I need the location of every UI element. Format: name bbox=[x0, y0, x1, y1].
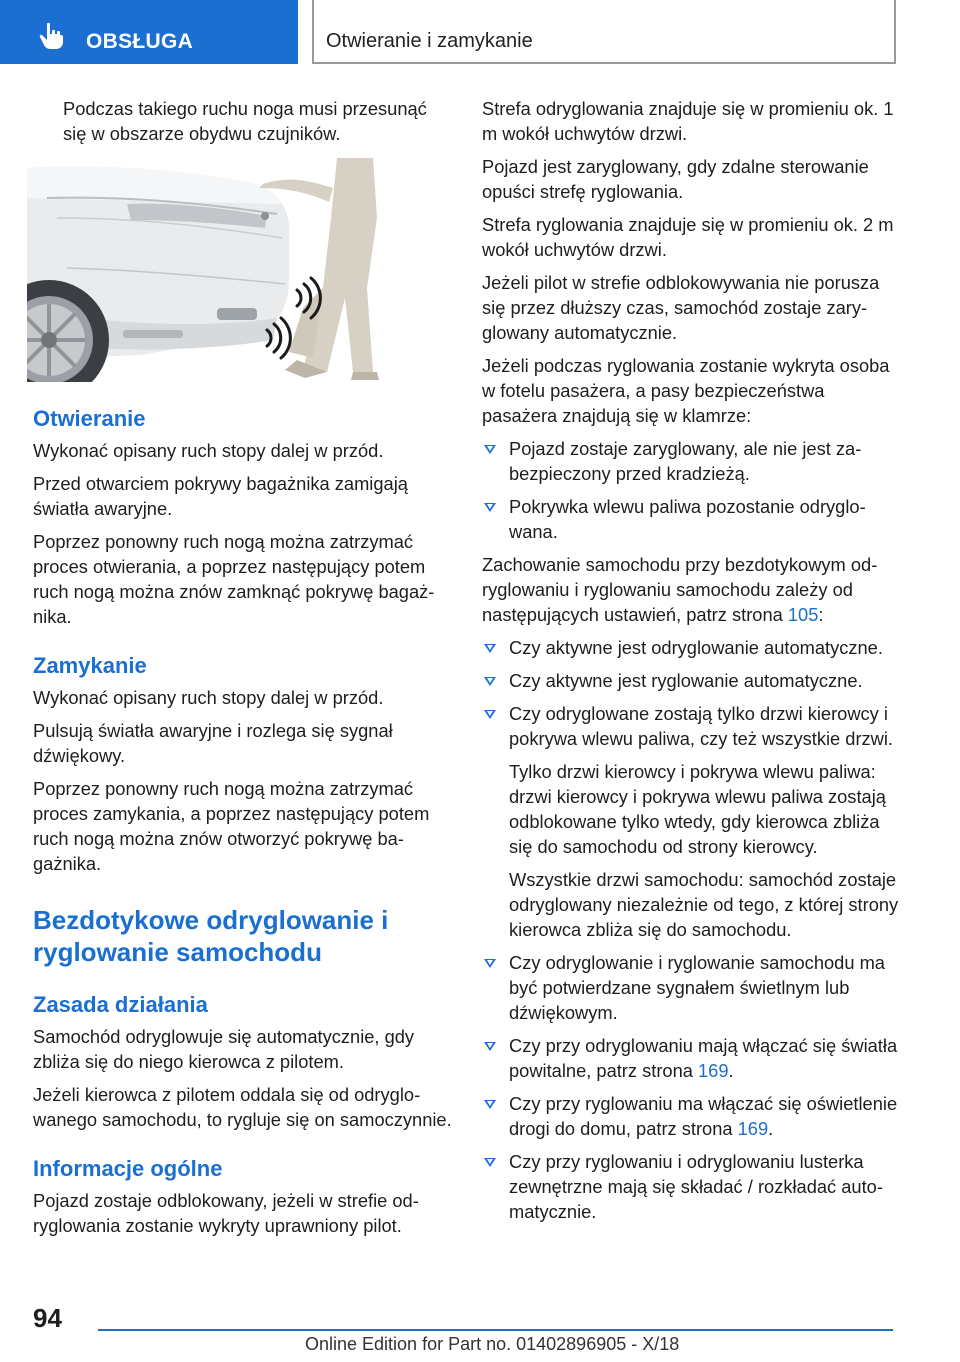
close-paragraph-1: Wykonać opisany ruch stopy dalej w przód. bbox=[33, 687, 384, 708]
bullet-triangle-icon bbox=[484, 1158, 496, 1167]
open-paragraph-3: Poprzez ponowny ruch nogą można zatrzymać proces otwierania, a poprzez następujący potem ruch nogą można znów zamknąć pokrywę bagażnika. bbox=[33, 531, 435, 627]
page-link-169[interactable]: 169 bbox=[698, 1060, 729, 1081]
principle-paragraph-1: Samochód odryglowuje się automatycznie, gdy zbliża się do niego kierowca z pilotem. bbox=[33, 1026, 415, 1072]
heading-informacje-ogolne: Informacje ogólne bbox=[33, 1156, 223, 1181]
open-paragraph-1: Wykonać opisany ruch stopy dalej w przód. bbox=[33, 440, 384, 461]
heading-otwieranie: Otwieranie bbox=[33, 406, 146, 431]
bullet-triangle-icon bbox=[484, 1100, 496, 1109]
close-paragraph-2: Pulsują światła awaryjne i rozlega się sygnał dźwiękowy. bbox=[33, 720, 393, 766]
bullet-triangle-icon bbox=[484, 959, 496, 968]
right-column bbox=[482, 96, 902, 1232]
list-item: Czy przy ryglowaniu i odryglowaniu lusterka zewnętrzne mają się składać / rozkładać automatycznie. bbox=[482, 1149, 902, 1224]
right-paragraph-2: Pojazd jest zaryglowany, gdy zdalne sterowanie opuści strefę ryglowania. bbox=[482, 156, 869, 202]
settings-list bbox=[482, 635, 902, 1224]
list-item: Czy odryglowanie i ryglowanie samochodu ma być potwierdzane sygnałem świetlnym lub dźwiękowym. bbox=[482, 950, 902, 1025]
right-paragraph-5: Jeżeli podczas ryglowania zostanie wykryta osoba w fotelu pasażera, a pasy bezpieczeństwa pasażera znajdują się w klamrze: bbox=[482, 355, 890, 426]
close-paragraph-3: Poprzez ponowny ruch nogą można zatrzymać proces zamykania, a poprzez następujący potem ruch nogą można znów otworzyć pokrywę bagażnika. bbox=[33, 778, 430, 874]
bullet-triangle-icon bbox=[484, 445, 496, 454]
section-tab bbox=[0, 0, 298, 64]
heading-zamykanie: Zamykanie bbox=[33, 653, 147, 678]
settings-paragraph: Zachowanie samochodu przy bezdotykowym odryglowaniu i ryglowaniu samochodu zależy od następujących ustawień, patrz strona 105: bbox=[482, 554, 878, 625]
passenger-list bbox=[482, 436, 902, 544]
hand-icon bbox=[38, 22, 64, 50]
right-paragraph-1: Strefa odryglowania znajduje się w promieniu ok. 1 m wokół uchwytów drzwi. bbox=[482, 98, 894, 144]
list-item: Czy odryglowane zostają tylko drzwi kierowcy i pokrywa wlewu paliwa, czy też wszystkie drzwi. Tylko drzwi kierowcy i pokrywa wlewu paliwa: drzwi kierowcy i pokrywa wlewu paliwa zostają odblokowane tylko wtedy, gdy kierowca zbliża się do samochodu od strony kierowcy. Wszystkie drzwi samochodu: samochód zostaje odryglowany niezależnie od tego, z której strony kierowca zbliża się do samochodu. bbox=[482, 701, 902, 942]
principle-paragraph-2: Jeżeli kierowca z pilotem oddala się od odryglowanego samochodu, to rygluje się on samoczynnie. bbox=[33, 1084, 452, 1130]
list-item: Czy przy ryglowaniu ma włączać się oświetlenie drogi do domu, patrz strona 169. bbox=[482, 1091, 902, 1141]
bullet-triangle-icon bbox=[484, 1042, 496, 1051]
list-item: Pokrywka wlewu paliwa pozostanie odryglowana. bbox=[482, 494, 902, 544]
right-paragraph-3: Strefa ryglowania znajduje się w promieniu ok. 2 m wokół uchwytów drzwi. bbox=[482, 214, 894, 260]
general-paragraph-1: Pojazd zostaje odblokowany, jeżeli w strefie odryglowania zostanie wykryty uprawniony pilot. bbox=[33, 1190, 419, 1236]
chapter-header bbox=[312, 0, 896, 64]
list-item: Czy przy odryglowaniu mają włączać się światła powitalne, patrz strona 169. bbox=[482, 1033, 902, 1083]
open-paragraph-2: Przed otwarciem pokrywy bagażnika zamigają światła awaryjne. bbox=[33, 473, 408, 519]
heading-bezdotykowe: Bezdotykowe odryglowanie i ryglowanie samochodu bbox=[33, 905, 389, 967]
list-item: Pojazd zostaje zaryglowany, ale nie jest zabezpieczony przed kradzieżą. bbox=[482, 436, 902, 486]
page-link-105[interactable]: 105 bbox=[787, 604, 819, 625]
page-number: 94 bbox=[33, 1303, 62, 1333]
bullet-triangle-icon bbox=[484, 710, 496, 719]
footer-rule bbox=[98, 1329, 893, 1331]
bullet-triangle-icon bbox=[484, 677, 496, 686]
kick-sensor-illustration bbox=[27, 158, 383, 382]
sub-paragraph-driver-door: Tylko drzwi kierowcy i pokrywa wlewu paliwa: drzwi kierowcy i pokrywa wlewu paliwa zostają odblokowane tylko wtedy, gdy kierowca zbliża się do samochodu od strony kierowcy. bbox=[509, 761, 886, 857]
intro-paragraph: Podczas takiego ruchu noga musi przesunąć się w obszarze obydwu czujników. bbox=[63, 98, 427, 144]
page-link-169[interactable]: 169 bbox=[737, 1118, 769, 1139]
bullet-triangle-icon bbox=[484, 503, 496, 512]
footer-edition: Online Edition for Part no. 01402896905 - X/18 bbox=[305, 1334, 680, 1354]
heading-zasada-dzialania: Zasada działania bbox=[33, 992, 208, 1017]
right-paragraph-4: Jeżeli pilot w strefie odblokowywania nie porusza się przez dłuższy czas, samochód zostaje zaryglowany automatycznie. bbox=[482, 272, 880, 343]
bullet-triangle-icon bbox=[484, 644, 496, 653]
left-column bbox=[33, 96, 453, 1246]
list-item: Czy aktywne jest odryglowanie automatyczne. bbox=[482, 635, 902, 660]
chapter-title: Otwieranie i zamykanie bbox=[326, 30, 533, 52]
sub-paragraph-all-doors: Wszystkie drzwi samochodu: samochód zostaje odryglowany niezależnie od tego, z której strony kierowca zbliża się do samochodu. bbox=[509, 869, 899, 940]
list-item: Czy aktywne jest ryglowanie automatyczne. bbox=[482, 668, 902, 693]
section-tab-label: OBSŁUGA bbox=[86, 30, 194, 53]
